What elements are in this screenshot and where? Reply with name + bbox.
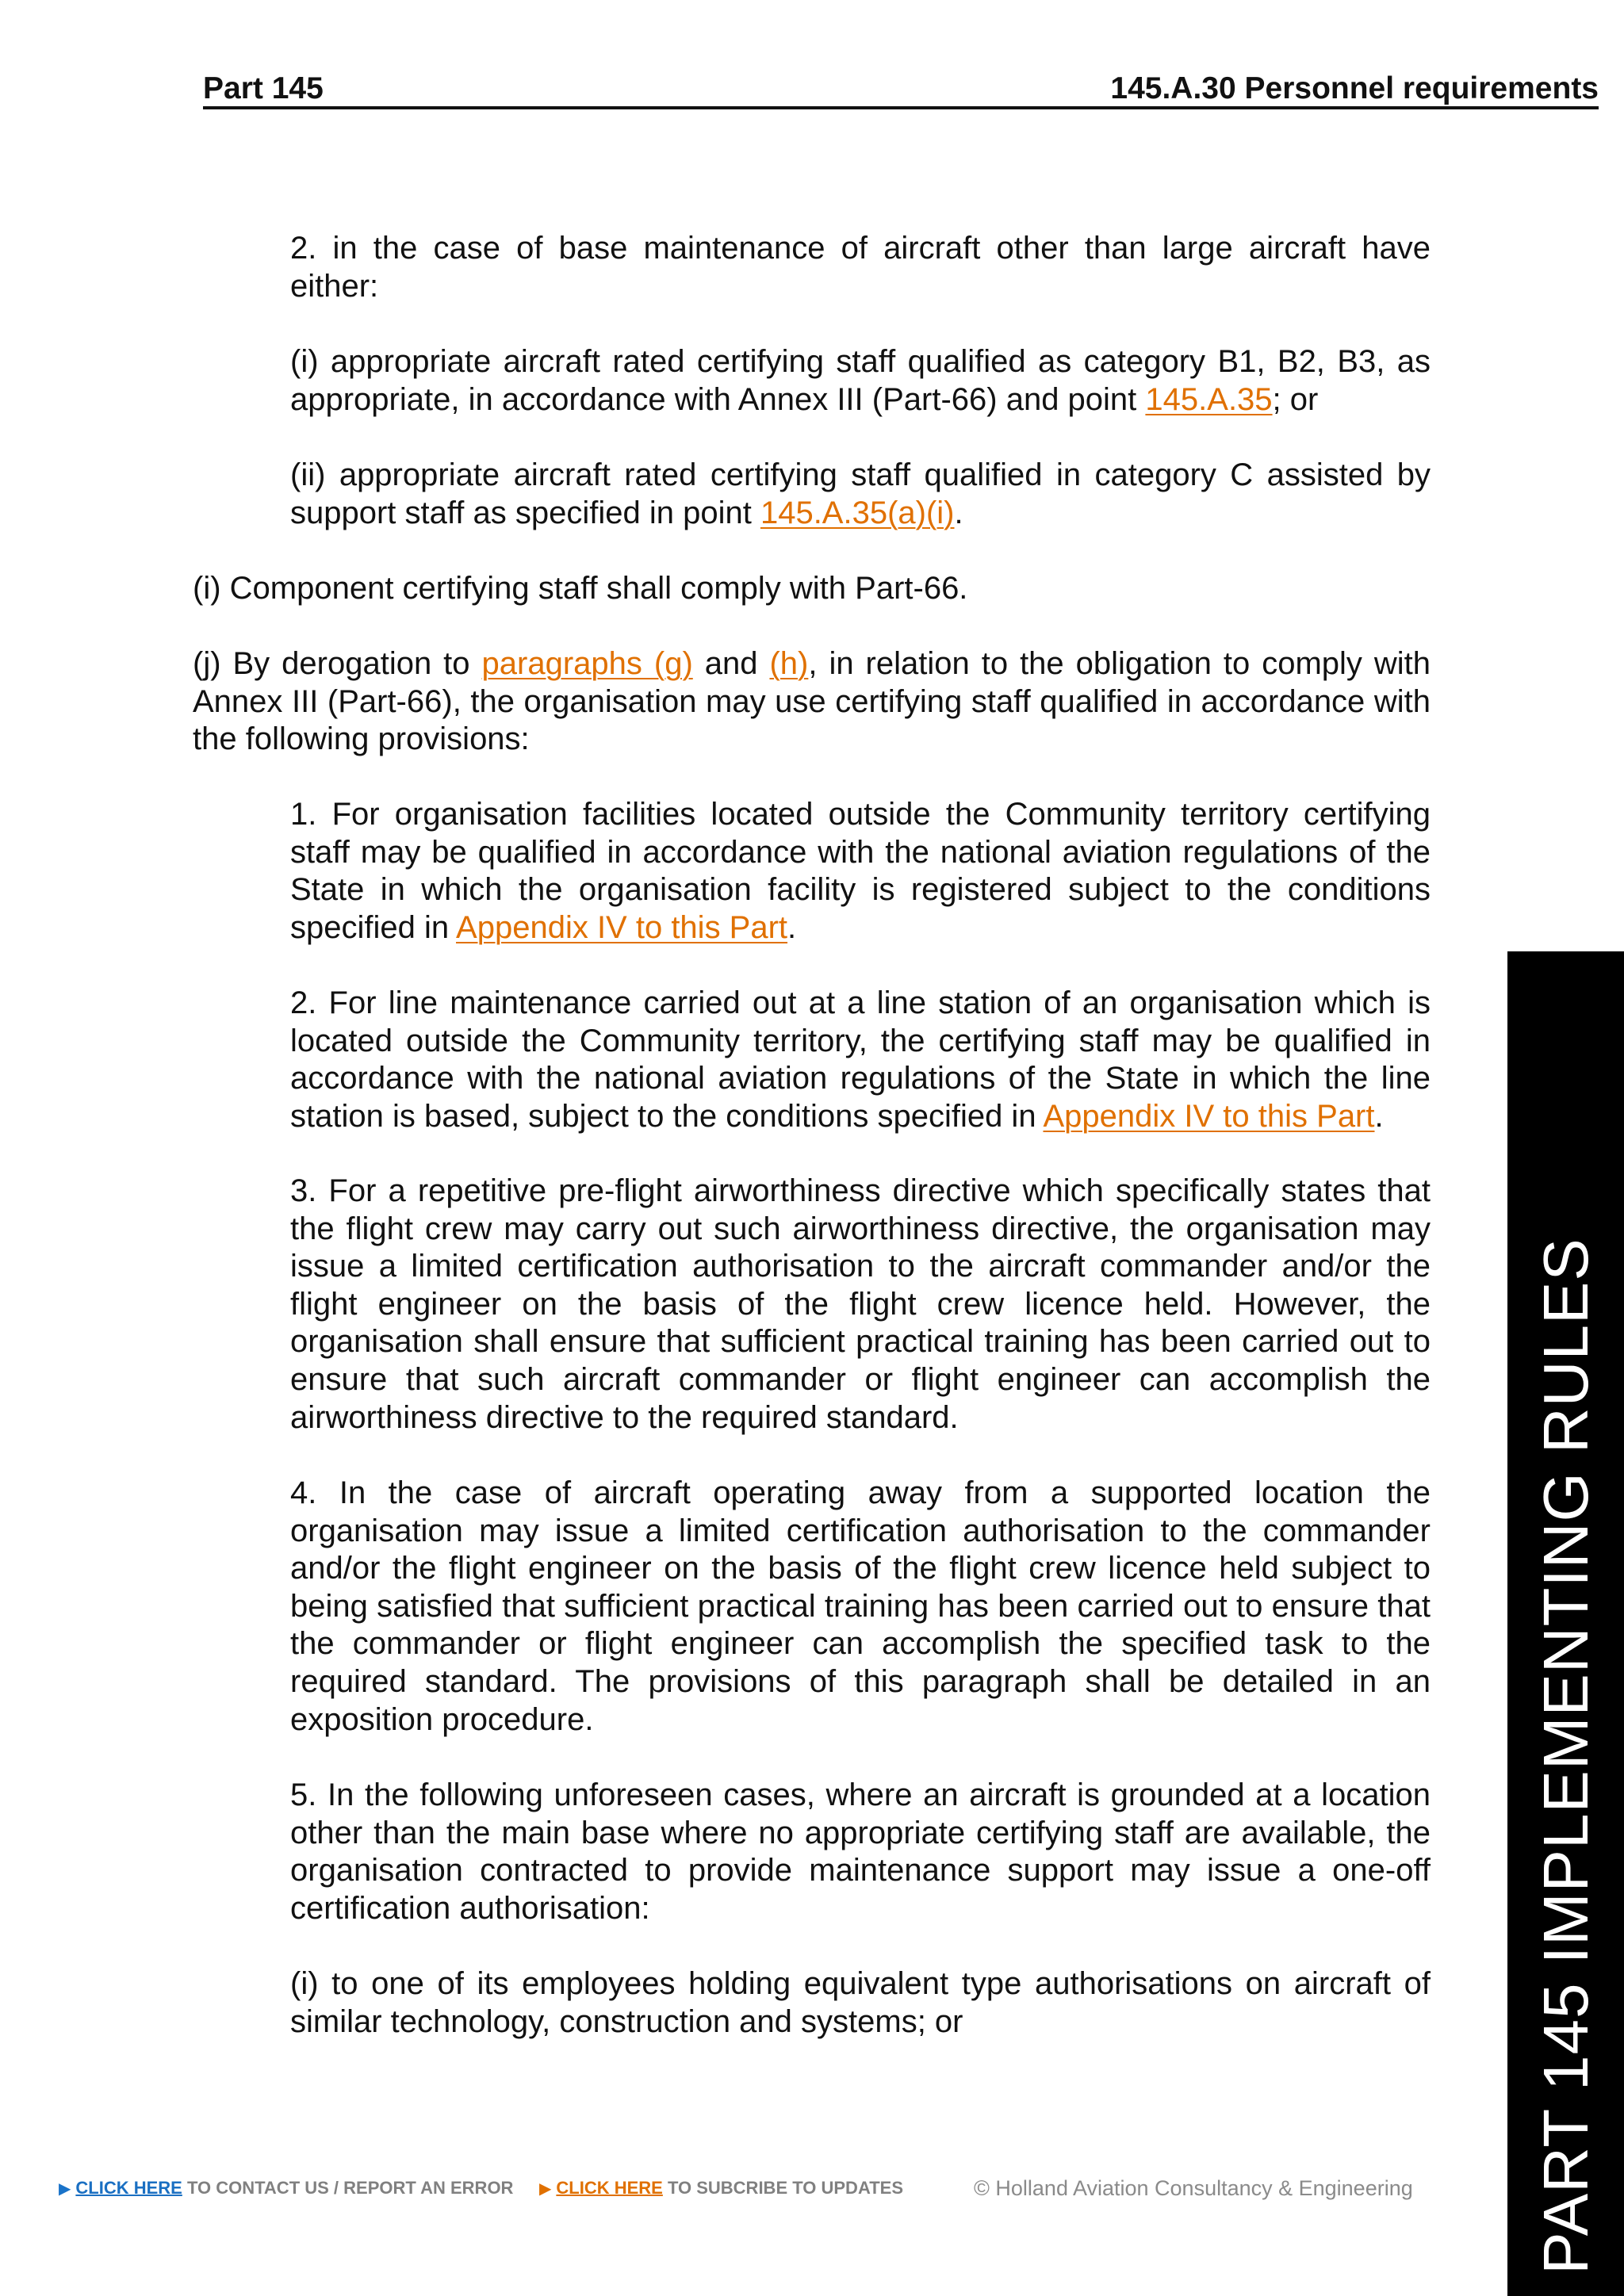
link-appendix-iv-2[interactable]: Appendix IV to this Part — [1043, 1098, 1375, 1134]
paragraph-base-maintenance — [290, 230, 1431, 305]
subscribe-text: TO SUBCRIBE TO UPDATES — [662, 2178, 903, 2198]
paragraph-text: , in relation to the obligation to comply with Annex III (Part-66), the organisation may use certifying staff qualified in accordance with the following provisions: — [193, 646, 1431, 757]
paragraph-derogation — [193, 645, 1431, 759]
paragraph-text: ; or — [1272, 381, 1319, 417]
contact-text: TO CONTACT US / REPORT AN ERROR — [182, 2178, 514, 2198]
paragraph-text: (i) to one of its employees holding equivalent type authorisations on aircraft of similar technology, construction and systems; or — [290, 1966, 1431, 2039]
paragraph-line-maintenance — [290, 985, 1431, 1135]
paragraph-text: and — [692, 646, 770, 681]
paragraph-pre-flight-ad — [290, 1173, 1431, 1437]
paragraph-unforeseen-cases — [290, 1777, 1431, 1927]
sidebar-title: PART 145 IMPLEMENTING RULES — [1530, 1238, 1601, 2275]
paragraph-text: 2. For line maintenance carried out at a line station of an organisation which is located outside the Community territory, the certifying staff may be qualified in accordance with the national aviation regulations of the State in which the line station is based, subject to the conditions specified in — [290, 985, 1431, 1134]
paragraph-outside-community — [290, 796, 1431, 947]
paragraph-text: 4. In the case of aircraft operating away from a supported location the organisation may issue a limited certification authorisation to the commander and/or the flight engineer on the basis of the flight crew licence held subject to being satisfied that sufficient practical training has been carried out to ensure that the commander or flight engineer can accomplish the specified task to the required standard. The provisions of this paragraph shall be detailed in an exposition procedure. — [290, 1475, 1431, 1737]
paragraph-text: (i) Component certifying staff shall comply with Part-66. — [193, 571, 968, 606]
footer-subscribe — [539, 2175, 903, 2202]
play-triangle-icon: ▶ — [539, 2180, 552, 2198]
paragraph-away-from-location — [290, 1475, 1431, 1739]
paragraph-employees-equivalent — [290, 1965, 1431, 2041]
paragraph-text: 3. For a repetitive pre-flight airworthiness directive which specifically states that the flight crew may carry out such airworthiness directive, the organisation may issue a limited certification authorisation to the aircraft commander and/or the flight engineer on the basis of the flight crew licence held. However, the organisation shall ensure that sufficient practical training has been carried out to ensure that such aircraft commander or flight engineer can accomplish the airworthiness directive to the required standard. — [290, 1173, 1431, 1435]
contact-click-here-link[interactable]: CLICK HERE — [75, 2178, 182, 2198]
paragraph-text: 5. In the following unforeseen cases, where an aircraft is grounded at a location other than the main base where no appropriate certifying staff are available, the organisation contracted to provide maintenance support may issue a one-off certification authorisation: — [290, 1777, 1431, 1926]
paragraph-component-certifying — [193, 570, 1431, 608]
paragraph-text: . — [954, 495, 963, 530]
footer-copyright: © Holland Aviation Consultancy & Engineering — [974, 2176, 1413, 2200]
link-paragraphs-g[interactable]: paragraphs (g) — [481, 646, 693, 681]
paragraph-b1-b2-b3 — [290, 343, 1431, 419]
link-145-a-35-a-i[interactable]: 145.A.35(a)(i) — [760, 495, 955, 530]
page-header — [203, 70, 1599, 109]
paragraph-text: (j) By derogation to — [193, 646, 482, 681]
link-paragraph-h[interactable]: (h) — [769, 646, 809, 681]
paragraph-text: 1. For organisation facilities located outside the Community territory certifying staff may be qualified in accordance with the national aviation regulations of the State in which the organisation facility is registered subject to the conditions specified in — [290, 797, 1431, 945]
footer-contact — [59, 2175, 513, 2202]
paragraph-category-c — [290, 457, 1431, 532]
subscribe-click-here-link[interactable]: CLICK HERE — [556, 2178, 663, 2198]
paragraph-text: . — [787, 909, 797, 945]
paragraph-text: (ii) appropriate aircraft rated certifying staff qualified in category C assisted by support staff as specified in point — [290, 457, 1431, 530]
paragraph-text: . — [1374, 1098, 1384, 1134]
section-sidebar — [1507, 951, 1624, 2296]
header-section-title: 145.A.30 Personnel requirements — [1110, 71, 1599, 105]
link-appendix-iv[interactable]: Appendix IV to this Part — [456, 909, 788, 945]
link-145-a-35[interactable]: 145.A.35 — [1145, 381, 1273, 417]
paragraph-text: (i) appropriate aircraft rated certifying staff qualified as category B1, B2, B3, as appropriate, in accordance with Annex III (Part-66) and point — [290, 344, 1431, 417]
header-part-label: Part 145 — [203, 71, 324, 105]
paragraph-text: 2. in the case of base maintenance of aircraft other than large aircraft have either: — [290, 231, 1431, 304]
play-triangle-icon: ▶ — [59, 2180, 71, 2198]
